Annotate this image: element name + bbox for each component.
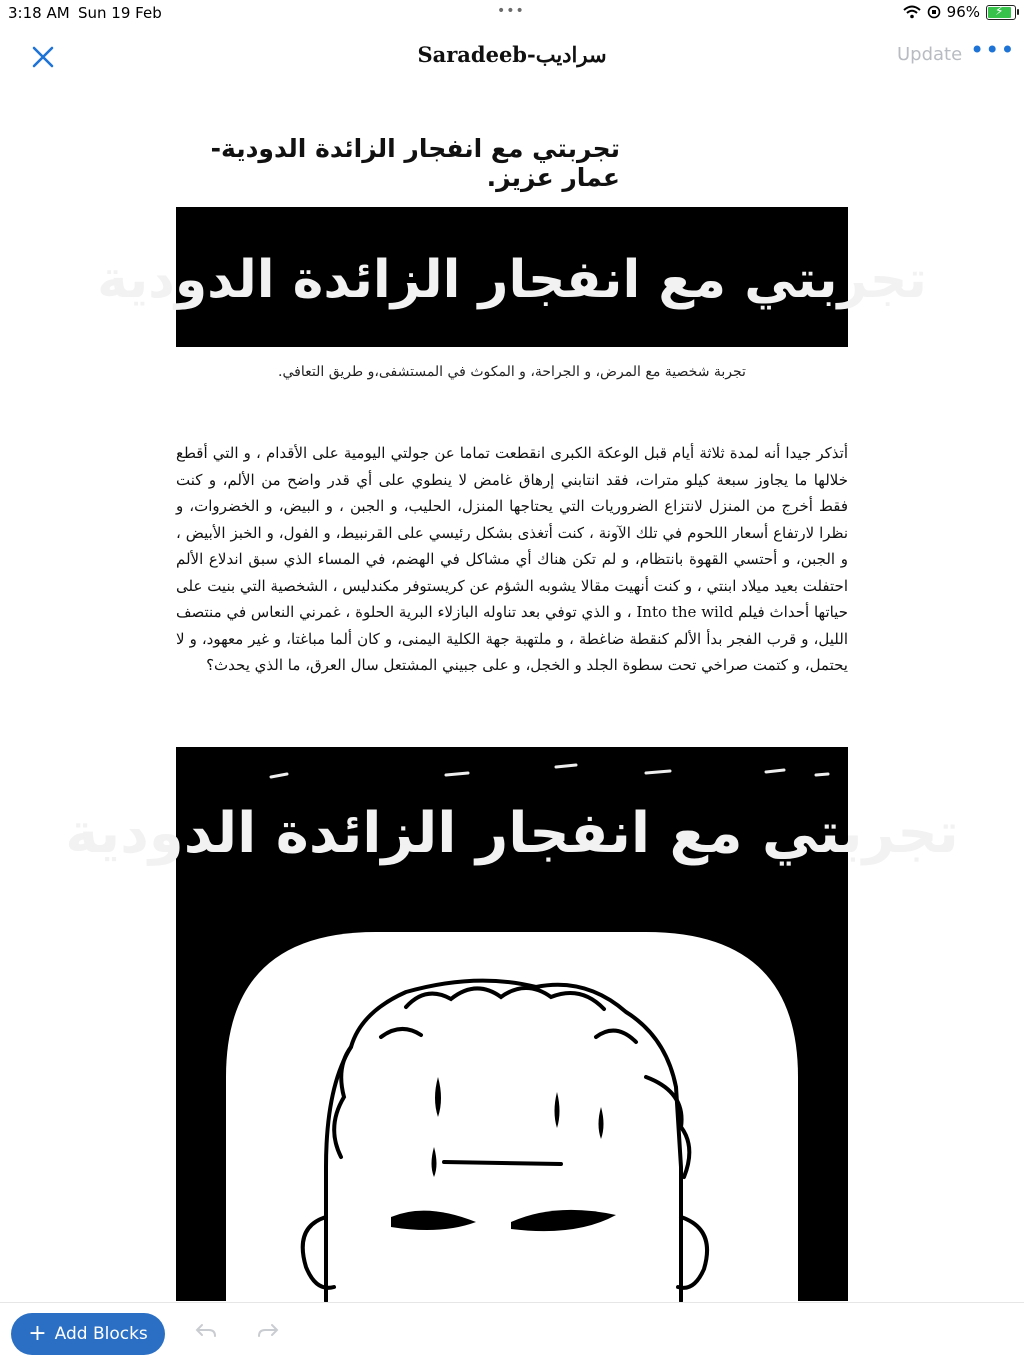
- redo-icon: [257, 1322, 279, 1340]
- orientation-lock-icon: [927, 5, 941, 19]
- add-blocks-label: Add Blocks: [54, 1324, 148, 1344]
- status-indicators: [903, 3, 1016, 21]
- ellipsis-icon: •••: [970, 36, 1016, 64]
- comic-illustration[interactable]: [65, 747, 959, 1301]
- body-text-part: أتذكر جيدا أنه لمدة ثلاثة أيام قبل الوعكة الكبرى انقطعت تماما عن جولتي اليومية على الأقدام ، و التي أقطع خلالها ما يجاوز سبعة كيلو مترات، فقد انتابني إرهاق غامض لا ينطوي على أي قدر واضح من الألم، و كنت فقط أخرج من المنزل لانتزاع الضروريات التي يحتاجها المنزل، الحليب، و الجبن ، و البيض، و الخضروات، و نظرا لارتفاع أسعار اللحوم في تلك الآونة ، كنت أتغذى بشكل رئيسي على القرنبيط، و الفول، و الخبز الأبيض ، و الجبن، و أحتسي القهوة بانتظام، و لم تكن هناك أي مشاكل في الهضم، في المساء الذي سبق اندلاع الألم احتفلت بعيد ميلاد ابنتي ، و كنت أنهيت مقالا يشوبه الشؤم عن كريستوفر مكندليس ، الشخصية التي بنيت على حياتها أحداث فيلم: [176, 444, 848, 621]
- undo-icon: [195, 1322, 217, 1340]
- add-blocks-button[interactable]: [11, 1313, 165, 1355]
- banner-artwork: [97, 207, 927, 347]
- image-caption[interactable]: تجربة شخصية مع المرض، و الجراحة، و المكوث في المستشفى،و طريق التعافي.: [278, 364, 746, 380]
- post-title[interactable]: تجربتي مع انفجار الزائدة الدودية- عمار عزيز.: [210, 134, 620, 192]
- banner-image[interactable]: [97, 207, 927, 347]
- battery-percent: 96%: [946, 3, 980, 21]
- bottom-toolbar: [0, 1302, 1024, 1366]
- body-text-part: ، و الذي توفي بعد تناوله البازلاء البرية الحلوة ، غمرني النعاس في منتصف الليل، و قرب الفجر بدأ الألم كنقطة ضاغطة ، و ملتهبة جهة الكلية اليمنى، و كان ألما مباغتا، و غير معهود، و لا يحتمل، و كتمت صراخي تحت سطوة الجلد و الخجل، و على جبيني المشتعل سال العرق، ما الذي يحدث؟: [176, 603, 848, 674]
- status-time: 3:18 AM: [8, 4, 70, 22]
- comic-heading: تجربتي مع انفجار الزائدة الدودية: [65, 801, 959, 866]
- film-title: Into the wild: [636, 603, 734, 621]
- plus-icon: +: [28, 1321, 47, 1346]
- body-paragraph[interactable]: [176, 440, 848, 679]
- undo-button[interactable]: [195, 1321, 217, 1346]
- update-button[interactable]: Update: [897, 44, 963, 65]
- redo-button[interactable]: [257, 1321, 279, 1346]
- wifi-icon: [903, 5, 921, 19]
- comic-artwork: [65, 747, 959, 1301]
- banner-text: تجربتي مع انفجار الزائدة الدودية: [97, 250, 927, 310]
- site-title: Saradeeb-سراديب: [417, 42, 607, 67]
- multitasking-dots-icon[interactable]: •••: [497, 3, 525, 19]
- status-bar: [0, 0, 1024, 24]
- editor-header: [0, 30, 1024, 80]
- status-date: Sun 19 Feb: [78, 4, 162, 22]
- battery-icon: ⚡: [986, 5, 1016, 20]
- more-options-button[interactable]: [970, 36, 1015, 64]
